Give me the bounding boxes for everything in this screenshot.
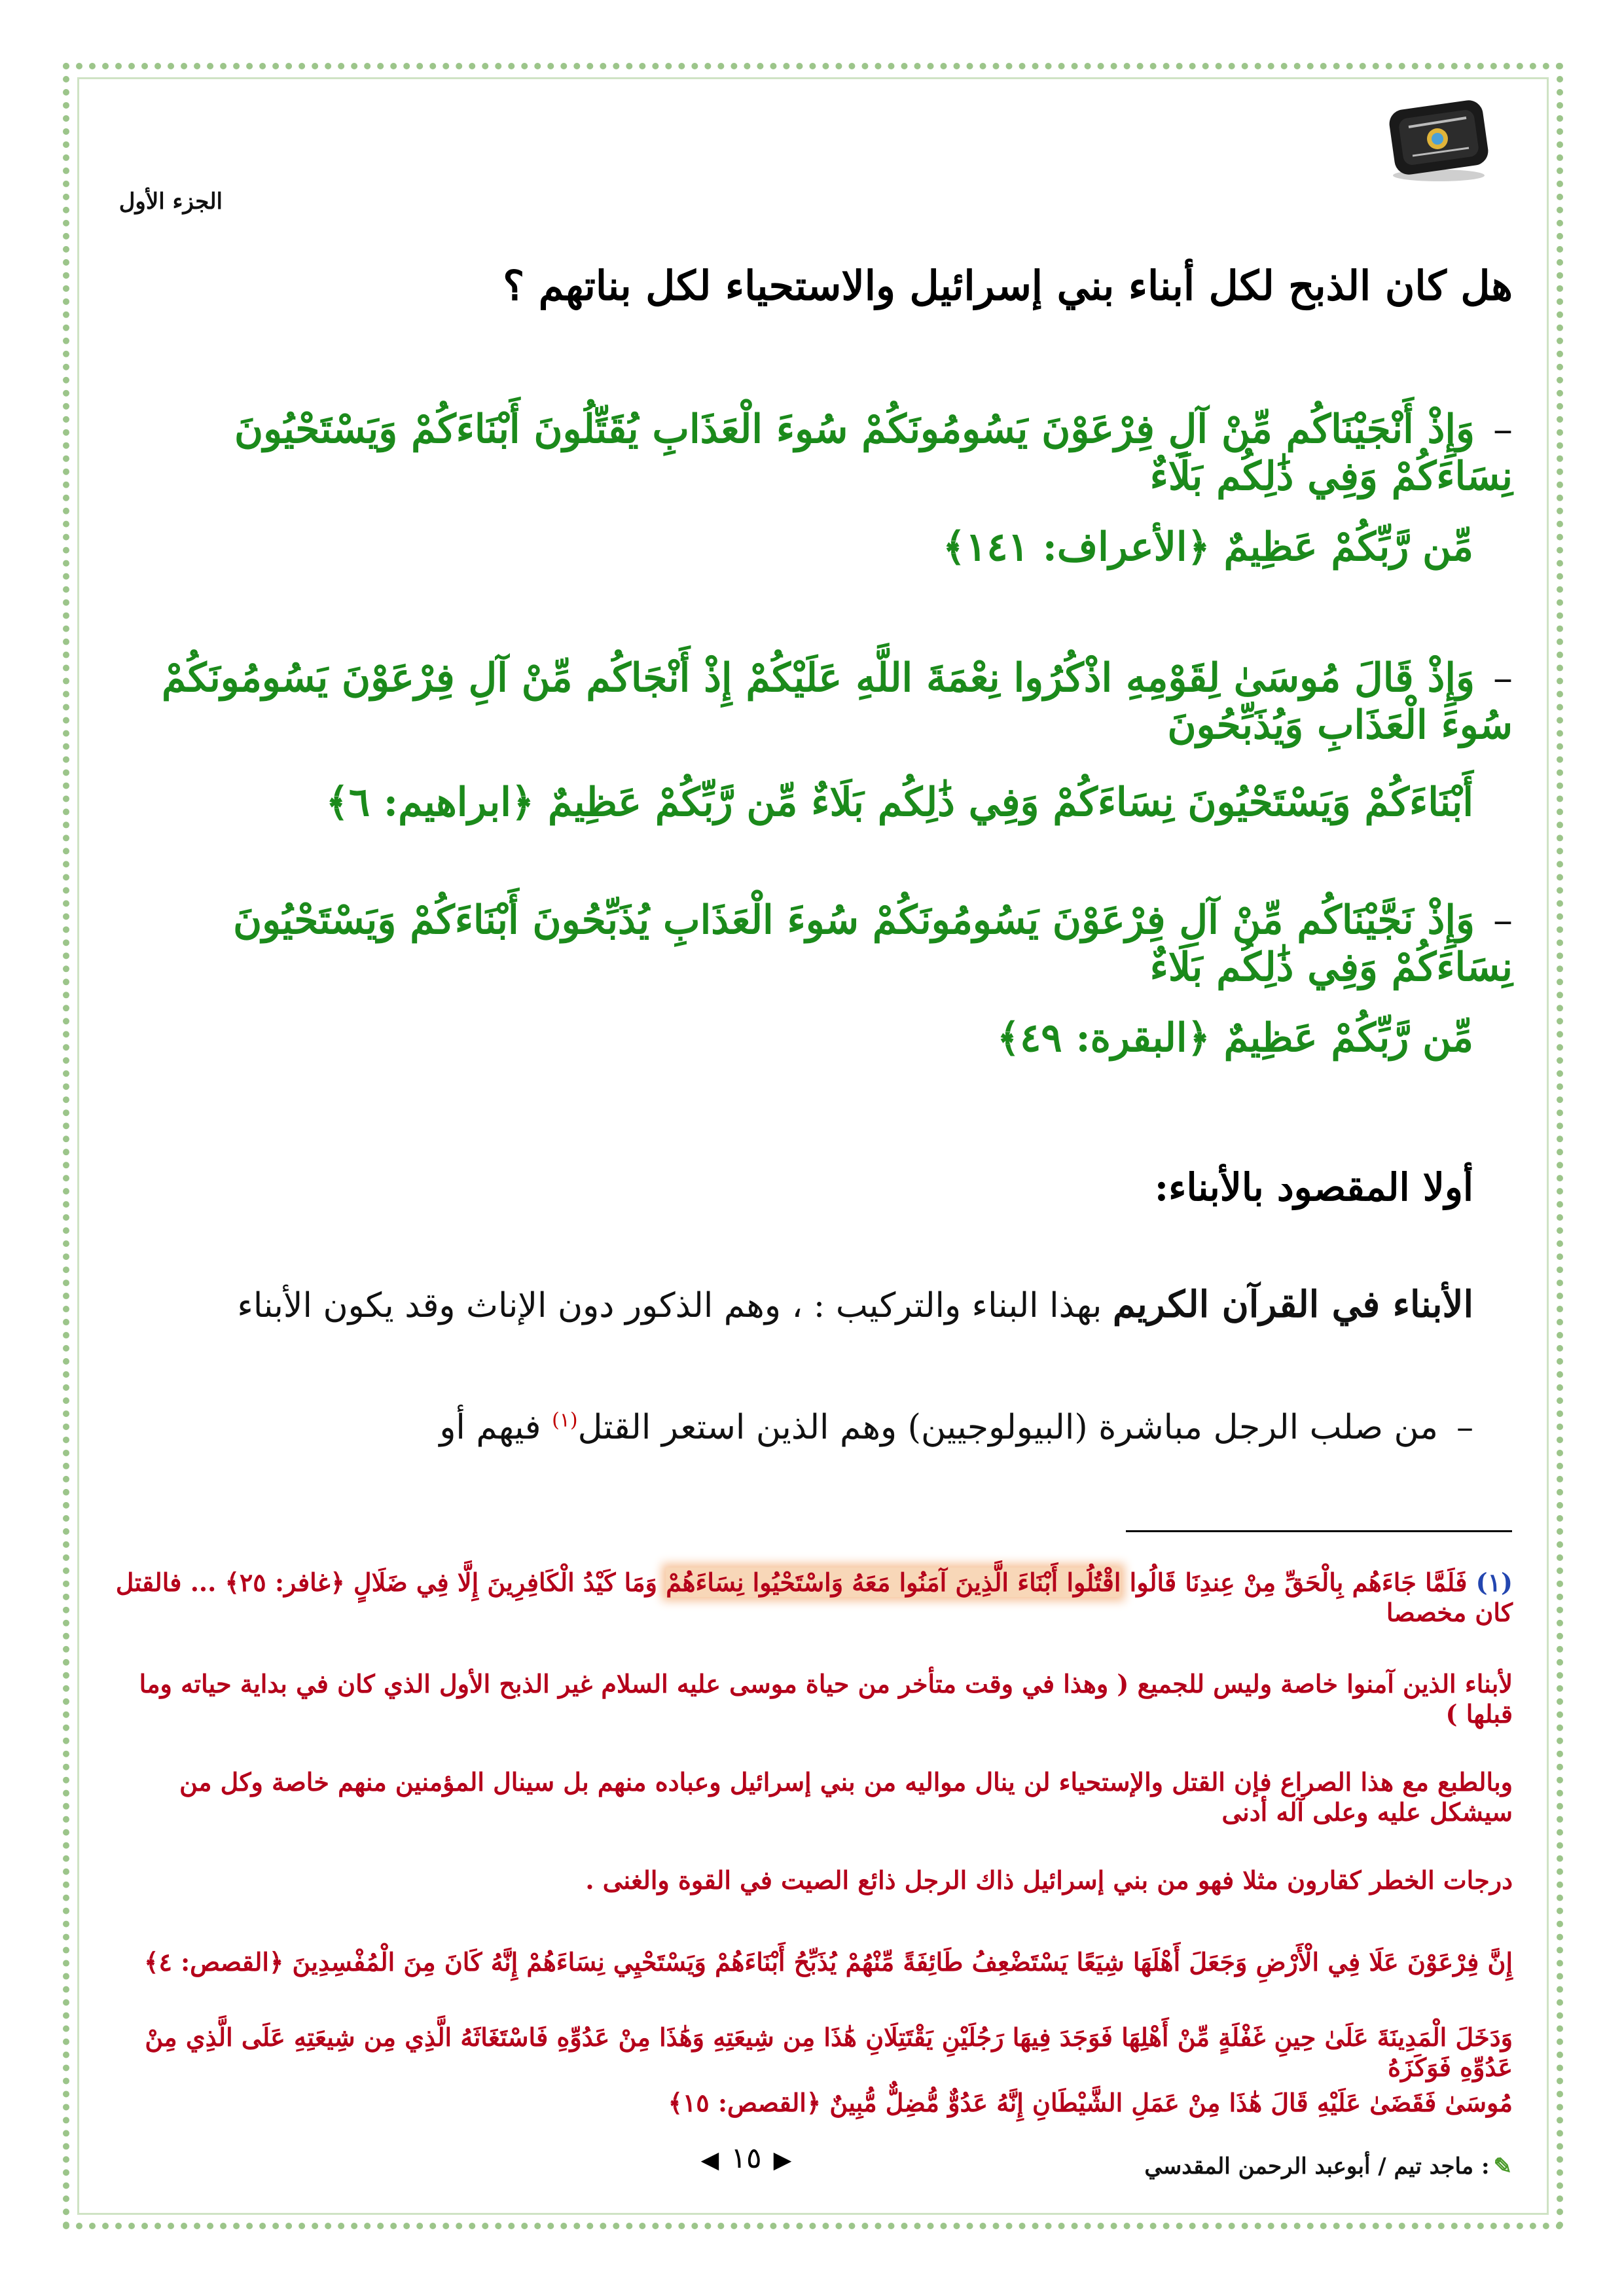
list-dash: – [1493,897,1513,943]
verse-text: وَإِذْ نَجَّيْنَاكُم مِّنْ آلِ فِرْعَوْنَ يَسُومُونَكُمْ سُوءَ الْعَذَابِ يُذَبِّحُونَ أَبْنَاءَكُمْ وَيَسْتَحْيُونَ نِسَاءَكُمْ وَفِي ذَٰلِكُم بَلَاءٌ [233,897,1513,990]
body-text: بهذا البناء والتركيب : ، وهم الذكور دون الإناث وقد يكون الأبناء [237,1286,1102,1325]
body-line-1 [105,1283,1473,1327]
author-name: : ماجد تيم / أبوعبد الرحمن المقدسي [1144,2153,1490,2179]
verse-text: وَإِذْ قَالَ مُوسَىٰ لِقَوْمِهِ اذْكُرُوا نِعْمَةَ اللَّهِ عَلَيْكُمْ إِذْ أَنْجَاكُم مِّنْ آلِ فِرْعَوْنَ يَسُومُونَكُمْ سُوءَ الْعَذَابِ وَيُذَبِّحُونَ [162,655,1513,748]
footnote-line-4: درجات الخطر كقارون مثلا فهو من بني إسرائيل ذاك الرجل ذائع الصيت في القوة والغنى . [585,1865,1513,1895]
list-dash: – [1493,655,1513,701]
footnote-line-3: وبالطبع مع هذا الصراع فإن القتل والإستحياء لن ينال مواليه من بني إسرائيل وعباده منهم بل سينال المؤمنين منهم خاصة وكل من سيشكل عليه وعلى آله أدنى [179,1767,1513,1827]
footnote-text: فَلَمَّا جَاءَهُم بِالْحَقِّ مِنْ عِندِنَا قَالُوا [1129,1568,1468,1597]
verse-1-line-2: مِّن رَّبِّكُمْ عَظِيمٌ ﴿الأعراف: ١٤١﴾ [943,524,1473,570]
footnote-line-2: لأبناء الذين آمنوا خاصة وليس للجميع ( وهذا في وقت متأخر من حياة موسى عليه السلام غير الذبح الأول الذي كان في بداية حياته وما قبلها ) [139,1669,1513,1729]
page-number [661,2142,831,2181]
list-dash: – [1456,1408,1473,1447]
part-label: الجزء الأول [118,188,223,215]
page-number-value: ١٥ [731,2142,762,2175]
footnote-line-5: إِنَّ فِرْعَوْنَ عَلَا فِي الْأَرْضِ وَجَعَلَ أَهْلَهَا شِيَعًا يَسْتَضْعِفُ طَائِفَةً مِّنْهُمْ يُذَبِّحُ أَبْنَاءَهُمْ وَيَسْتَحْيِي نِسَاءَهُمْ إِنَّهُ كَانَ مِنَ الْمُفْسِدِينَ ﴿القصص: ٤﴾ [144,1947,1513,1977]
page-heading: هل كان الذبح لكل أبناء بني إسرائيل والاستحياء لكل بناتهم ؟ [503,262,1513,310]
body-text-tail: فيهم أو [439,1408,541,1447]
footnote-ref[interactable]: (١) [552,1408,578,1432]
body-line-2 [105,1407,1473,1448]
verse-2-line-1 [105,655,1513,749]
pen-icon: ✎ [1493,2153,1512,2179]
footnote-text: وَمَا كَيْدُ الْكَافِرِينَ إِلَّا فِي ضَلَالٍ ﴿غافر: ٢٥﴾ ... فالقتل كان مخصصا [115,1568,1513,1627]
emblem-logo-icon [1386,98,1491,183]
footnote-number: (١) [1475,1568,1513,1597]
verse-1-line-1 [105,406,1513,500]
body-bold-phrase: الأبناء في القرآن الكريم [1112,1283,1473,1326]
section-title: أولا المقصود بالأبناء: [1154,1165,1473,1210]
verse-3-line-1 [105,897,1513,991]
verse-3-line-2: مِّن رَّبِّكُمْ عَظِيمٌ ﴿البقرة: ٤٩﴾ [996,1015,1473,1061]
footnote-line-7: مُوسَىٰ فَقَضَىٰ عَلَيْهِ قَالَ هَٰذَا مِنْ عَمَلِ الشَّيْطَانِ إِنَّهُ عَدُوٌّ مُّضِلٌّ مُّبِينٌ ﴿القصص: ١٥﴾ [668,2088,1513,2117]
verse-2-line-2: أَبْنَاءَكُمْ وَيَسْتَحْيُونَ نِسَاءَكُمْ وَفِي ذَٰلِكُم بَلَاءٌ مِّن رَّبِّكُمْ عَظِيمٌ ﴿ابراهيم: ٦﴾ [325,780,1473,825]
arrow-right-icon[interactable]: ▶ [773,2147,792,2174]
highlighted-text: اقْتُلُوا أَبْنَاءَ الَّذِينَ آمَنُوا مَعَهُ وَاسْتَحْيُوا نِسَاءَهُمْ [666,1568,1121,1597]
footnote-separator [1126,1530,1512,1532]
author-credit [1126,2153,1512,2179]
footnote-line-6: وَدَخَلَ الْمَدِينَةَ عَلَىٰ حِينِ غَفْلَةٍ مِّنْ أَهْلِهَا فَوَجَدَ فِيهَا رَجُلَيْنِ يَقْتَتِلَانِ هَٰذَا مِن شِيعَتِهِ وَهَٰذَا مِنْ عَدُوِّهِ فَاسْتَغَاثَهُ الَّذِي مِن شِيعَتِهِ عَلَى الَّذِي مِنْ عَدُوِّهِ فَوَكَزَهُ [145,2022,1513,2082]
arrow-left-icon[interactable]: ◀ [700,2147,719,2174]
list-dash: – [1493,406,1513,452]
footnote-line-1 [105,1568,1513,1627]
verse-text: وَإِذْ أَنْجَيْنَاكُم مِّنْ آلِ فِرْعَوْنَ يَسُومُونَكُمْ سُوءَ الْعَذَابِ يُقَتِّلُونَ أَبْنَاءَكُمْ وَيَسْتَحْيُونَ نِسَاءَكُمْ وَفِي ذَٰلِكُم بَلَاءٌ [234,406,1513,499]
body-text: من صلب الرجل مباشرة (البيولوجيين) وهم الذين استعر القتل [577,1408,1438,1447]
